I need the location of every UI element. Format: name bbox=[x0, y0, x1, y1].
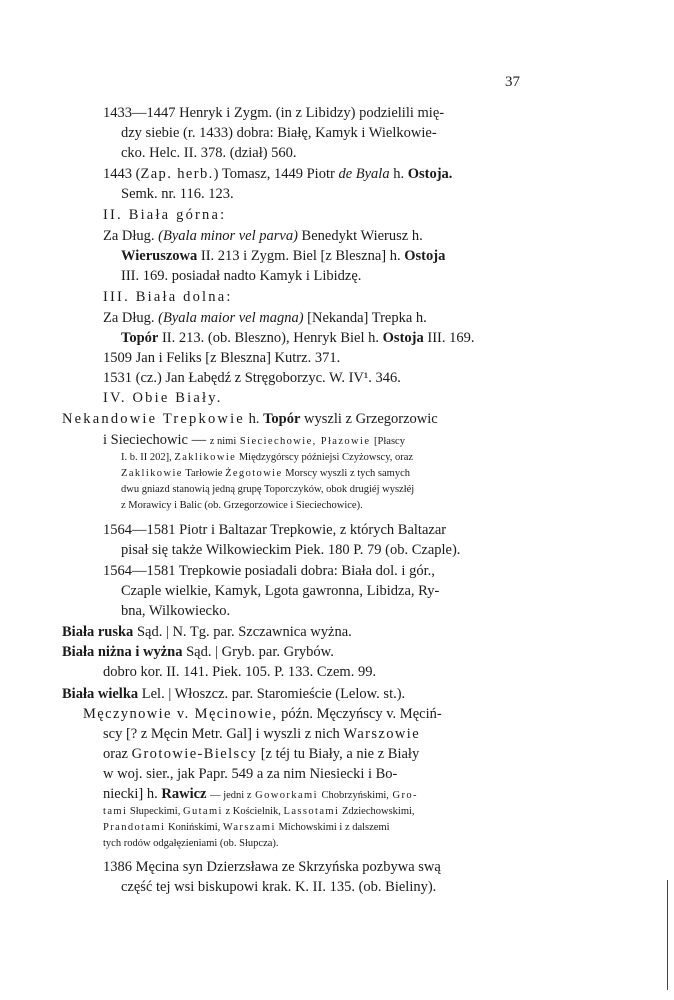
text-line bbox=[103, 226, 423, 246]
text-line bbox=[103, 430, 405, 450]
text-line bbox=[121, 466, 410, 481]
bold-text: Ostoja bbox=[382, 330, 424, 346]
bold-text: Biała ruska bbox=[62, 624, 134, 640]
text-line bbox=[103, 164, 452, 184]
text-span: scy [? z Męcin Metr. Gal] i wyszli z nich bbox=[103, 726, 340, 742]
spaced-text: tami bbox=[103, 806, 128, 817]
page-number: 37 bbox=[505, 74, 520, 90]
text-line bbox=[62, 684, 405, 704]
text-span: oraz bbox=[103, 746, 128, 762]
text-span: [Nekanda] Trepka h. bbox=[307, 310, 427, 326]
text-span: II. 213. (ob. Bleszno), Henryk Biel h. bbox=[161, 330, 380, 346]
text-line: dobro kor. II. 141. Piek. 105. P. 133. Czem. 99. bbox=[103, 664, 377, 680]
text-line: 1564—1581 Piotr i Baltazar Trepkowie, z których Baltazar bbox=[103, 522, 447, 538]
text-line bbox=[103, 308, 427, 328]
text-line: cko. Helc. II. 378. (dział) 560. bbox=[121, 145, 297, 161]
text-span: wyszli z Grzegorzowic bbox=[304, 411, 438, 427]
text-span: późn. Męczyńscy v. Męciń- bbox=[281, 706, 442, 722]
text-line bbox=[103, 784, 418, 804]
text-span: Lel. | Włoszcz. par. Staromieście (Lelow. st.). bbox=[141, 686, 406, 702]
bold-text: Ostoja bbox=[404, 248, 446, 264]
text-span: Międzygórscy późniejsi Czyżowscy, oraz bbox=[238, 452, 414, 463]
spaced-text: Warszami bbox=[222, 822, 276, 833]
text-span: i Sieciechowic — bbox=[103, 432, 207, 448]
bold-text: Biała wielka bbox=[62, 686, 139, 702]
text-span: niecki] h. bbox=[103, 786, 158, 802]
bold-text: Rawicz bbox=[161, 786, 207, 802]
text-span: Sąd. | N. Tg. par. Szczawnica wyżna. bbox=[136, 624, 352, 640]
spaced-text: Męczynowie v. Męcinowie, bbox=[83, 706, 278, 722]
text-line: 1531 (cz.) Jan Łabędź z Stręgoborzyc. W. IV¹. 346. bbox=[103, 370, 401, 386]
spaced-text: Zap. herb. bbox=[140, 166, 214, 182]
text-line: 1433—1447 Henryk i Zygm. (in z Libidzy) podzielili mię- bbox=[103, 105, 445, 121]
spaced-text: Gutami bbox=[182, 806, 223, 817]
bold-text: Wieruszowa bbox=[121, 248, 198, 264]
text-line: Czaple wielkie, Kamyk, Lgota gawronna, Libidza, Ry- bbox=[121, 583, 440, 599]
spaced-text: Zaklikowie bbox=[121, 468, 183, 479]
text-span: Benedykt Wierusz h. bbox=[301, 228, 423, 244]
text-line bbox=[103, 804, 415, 819]
text-line: III. 169. posiadał nadto Kamyk i Libidzę. bbox=[121, 268, 362, 284]
italic-text: de Byala bbox=[338, 166, 390, 182]
text-line: 1509 Jan i Feliks [z Bleszna] Kutrz. 371. bbox=[103, 350, 341, 366]
bold-text: Biała niżna i wyżna bbox=[62, 644, 183, 660]
bold-text: Ostoja. bbox=[407, 166, 453, 182]
text-span: Michowskimi i z dalszemi bbox=[278, 822, 390, 833]
text-line: 1564—1581 Trepkowie posiadali dobra: Biała dol. i gór., bbox=[103, 563, 435, 579]
text-span: Konińskimi, bbox=[168, 822, 221, 833]
text-span: h. bbox=[248, 411, 260, 427]
spaced-text: Grotowie-Bielscy bbox=[131, 746, 258, 762]
text-line bbox=[62, 622, 352, 642]
text-line bbox=[121, 450, 413, 465]
text-line: część tej wsi biskupowi krak. K. II. 135. (ob. Bieliny). bbox=[121, 879, 437, 895]
small-text: — jedni z bbox=[210, 790, 252, 801]
text-line: z Morawicy i Balic (ob. Grzegorzowice i Sieciechowice). bbox=[121, 500, 363, 511]
text-span: III. 169. bbox=[427, 330, 475, 346]
text-line: tych rodów odgałęzieniami (ob. Słupcza). bbox=[103, 838, 279, 849]
text-span: Słupeckimi, bbox=[129, 806, 181, 817]
text-span: Sąd. | Gryb. par. Grybów. bbox=[186, 644, 334, 660]
text-line: pisał się także Wilkowieckim Piek. 180 P. 79 (ob. Czaple). bbox=[121, 542, 461, 558]
spaced-small-text: Sieciechowie, Płazowie bbox=[239, 436, 371, 447]
italic-text: (Byala minor vel parva) bbox=[158, 228, 298, 244]
text-line bbox=[62, 642, 334, 662]
spaced-small-text: Goworkami bbox=[255, 790, 318, 801]
text-line: 1386 Męcina syn Dzierzsława ze Skrzyńska pozbywa swą bbox=[103, 859, 441, 875]
spaced-text: Nekandowie Trepkowie bbox=[62, 411, 245, 427]
text-line: II. Biała górna: bbox=[103, 207, 227, 223]
text-line bbox=[83, 704, 442, 724]
text-span: h. bbox=[393, 166, 405, 182]
text-span: Za Dług. bbox=[103, 228, 155, 244]
small-text: z nimi bbox=[209, 436, 237, 447]
text-span: Za Dług. bbox=[103, 310, 155, 326]
text-span: Morscy wyszli z tych samych bbox=[285, 468, 411, 479]
text-line bbox=[103, 724, 420, 744]
bold-text: Topór bbox=[263, 411, 301, 427]
spaced-text: Zaklikowie bbox=[174, 452, 237, 463]
text-line: dzy siebie (r. 1433) dobra: Białę, Kamyk i Wielkowie- bbox=[121, 125, 437, 141]
small-text: Chobrzyńskimi, bbox=[321, 790, 389, 801]
small-text: [Płascy bbox=[374, 436, 405, 447]
text-span: Zdziechowskimi, bbox=[341, 806, 415, 817]
scan-edge-line bbox=[667, 880, 668, 990]
text-span: [z téj tu Biały, a nie z Biały bbox=[260, 746, 420, 762]
spaced-text: Lassotami bbox=[283, 806, 340, 817]
spaced-small-text: Gro- bbox=[392, 790, 418, 801]
text-line: dwu gniazd stanowią jedną grupę Toporczyków, obok drugiéj wyszłéj bbox=[121, 484, 415, 495]
text-line bbox=[103, 820, 390, 835]
spaced-text: Warszowie bbox=[343, 726, 421, 742]
text-line: w woj. sier., jak Papr. 549 a za nim Niesiecki i Bo- bbox=[103, 766, 398, 782]
text-line bbox=[121, 246, 445, 266]
text-line bbox=[62, 409, 438, 429]
text-span: 1443 ( bbox=[103, 166, 141, 182]
spaced-text: Prandotami bbox=[103, 822, 166, 833]
text-line: IV. Obie Biały. bbox=[103, 390, 223, 406]
spaced-text: Żegotowie bbox=[225, 468, 283, 479]
bold-text: Topór bbox=[121, 330, 159, 346]
italic-text: (Byala maior vel magna) bbox=[158, 310, 304, 326]
text-line: Semk. nr. 116. 123. bbox=[121, 186, 234, 202]
text-span: ) Tomasz, 1449 Piotr bbox=[213, 166, 335, 182]
text-line: bna, Wilkowiecko. bbox=[121, 603, 231, 619]
text-span: Tarłowie bbox=[185, 468, 223, 479]
text-span: II. 213 i Zygm. Biel [z Bleszna] h. bbox=[200, 248, 401, 264]
text-span: I. b. II 202], bbox=[121, 452, 172, 463]
text-line: III. Biała dolna: bbox=[103, 289, 233, 305]
text-span: z Kościelnik, bbox=[225, 806, 281, 817]
text-line bbox=[121, 328, 475, 348]
text-line bbox=[103, 744, 419, 764]
